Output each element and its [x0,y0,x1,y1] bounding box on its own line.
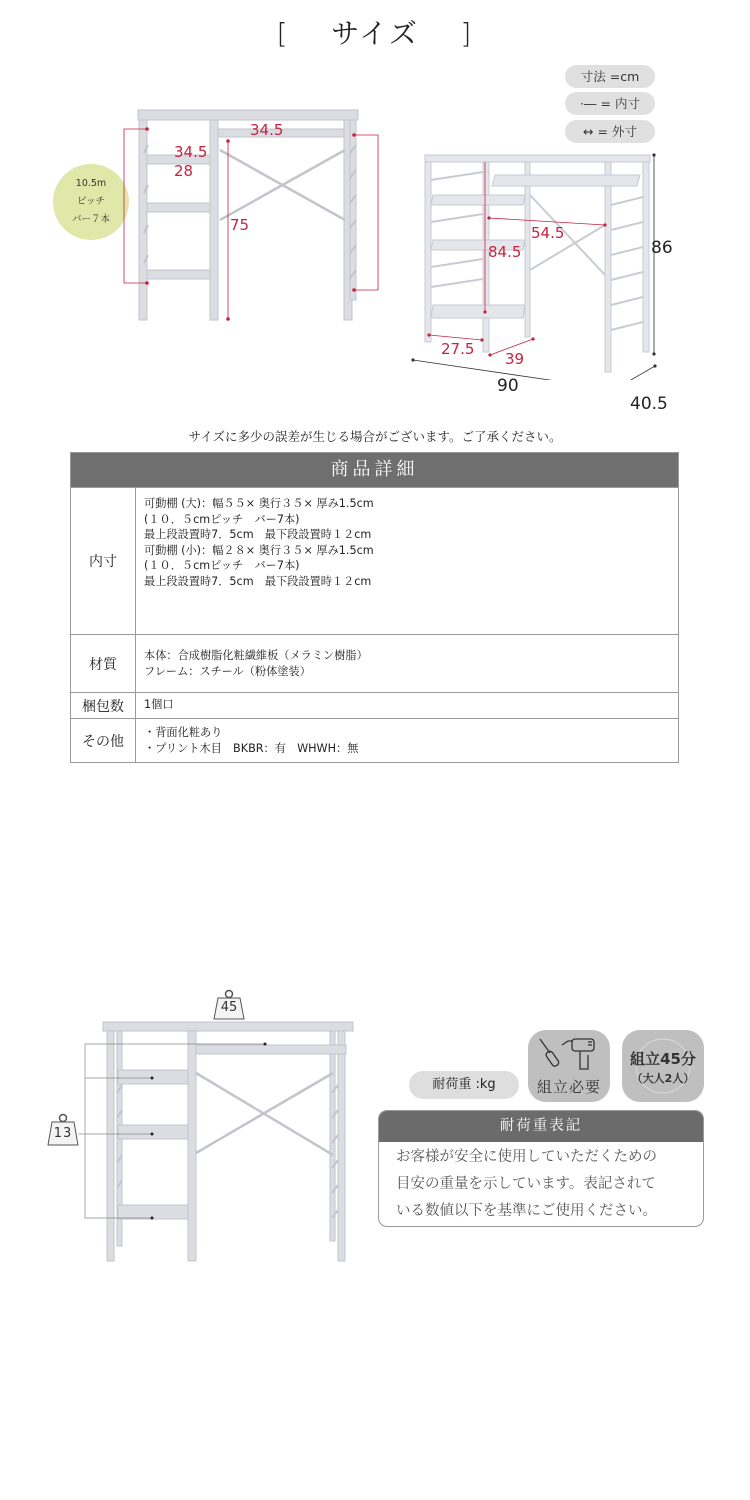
load-capacity-diagram [40,985,370,1270]
spec-line: 最上段設置時7．5cm 最下段設置時１２cm [144,574,372,588]
dim-small-shelf-width: 28 [174,162,194,180]
tolerance-note: サイズに多少の誤差が生じる場合がございます。ご了承ください。 [188,429,562,444]
row-value-inner-size [136,488,678,634]
pitch-badge-line2: ピッチ [76,196,106,207]
close-bracket: ] [460,17,474,50]
unit-legend: 寸法 =cm [565,65,655,88]
assembly-people-label: （大人2人） [631,1072,695,1085]
pitch-badge-line1: 10.5m [75,178,107,189]
title-text: サイズ [331,17,419,50]
shelf-load-value: 13 [53,1126,73,1141]
assembly-required-badge [528,1030,610,1102]
assembly-time-label: 組立45分 [630,1050,696,1068]
row-label-other: その他 [71,719,136,762]
row-value-other [136,719,678,762]
spec-line: ・プリント木目 BKBR：有 WHWH：無 [144,741,359,755]
spec-line: 最上段設置時7．5cm 最下段設置時１２cm [144,528,372,542]
dim-total-depth: 40.5 [630,394,668,414]
spec-line: 本体：合成樹脂化粧繊維板（メラミン樹脂） [144,649,368,662]
dim-total-width: 90 [497,376,519,396]
load-notation-line: 目安の重量を示しています。表記されて [396,1176,656,1192]
outer-dim-legend: ↔ = 外寸 [565,120,655,143]
dim-total-height: 86 [651,238,673,258]
load-notation-header: 耐荷重表記 [379,1111,703,1142]
spec-line: 1個口 [144,698,174,711]
load-notation-body [379,1142,703,1225]
spec-line: (１０．５cmピッチ バー7本) [144,559,300,573]
assembly-time-badge [622,1030,704,1102]
dim-inner-height-84: 84.5 [488,243,522,261]
spec-line: フレーム：スチール（粉体塗装） [144,664,311,678]
open-bracket: [ [276,17,290,50]
dim-top-shelf-depth: 34.5 [250,121,284,139]
table-row [71,692,678,718]
load-unit-label: 耐荷重 :kg [409,1071,519,1099]
spec-line: ・背面化粧あり [144,726,223,739]
top-load-value: 45 [220,1000,238,1015]
weight-icon-top [211,989,247,1021]
inner-dim-legend: ·― = 内寸 [565,92,655,115]
table-row [71,487,678,634]
load-notation-box [378,1110,704,1227]
dim-inner-height: 75 [230,216,250,234]
row-value-material [136,635,678,692]
dim-inner-width: 54.5 [531,224,565,242]
table-header: 商品詳細 [71,453,678,487]
weight-icon-shelf [45,1113,81,1147]
spec-line: 可動棚 (大)：幅５５× 奥行３５× 厚み1.5cm [144,497,374,510]
table-row [71,718,678,762]
row-label-material: 材質 [71,635,136,692]
dim-small-shelf-depth: 34.5 [174,143,208,161]
row-label-inner-size: 内寸 [71,488,136,634]
page-title [0,12,750,52]
assembly-required-label: 組立必要 [536,1078,601,1096]
tools-icon [536,1035,602,1075]
table-row [71,634,678,692]
spec-line: (１０．５cmピッチ バー7本) [144,512,300,526]
row-value-packages [136,693,678,718]
product-details-table [70,452,679,763]
dim-small-depth: 39 [505,350,525,368]
dim-small-width: 27.5 [441,340,475,358]
load-notation-line: お客様が安全に使用していただくための [396,1149,657,1165]
spec-line: 可動棚 (小)：幅２８× 奥行３５× 厚み1.5cm [144,543,374,557]
row-label-packages: 梱包数 [71,693,136,718]
load-notation-line: いる数値以下を基準にご使用ください。 [396,1203,657,1219]
pitch-badge-line3: バー７本 [71,214,110,225]
